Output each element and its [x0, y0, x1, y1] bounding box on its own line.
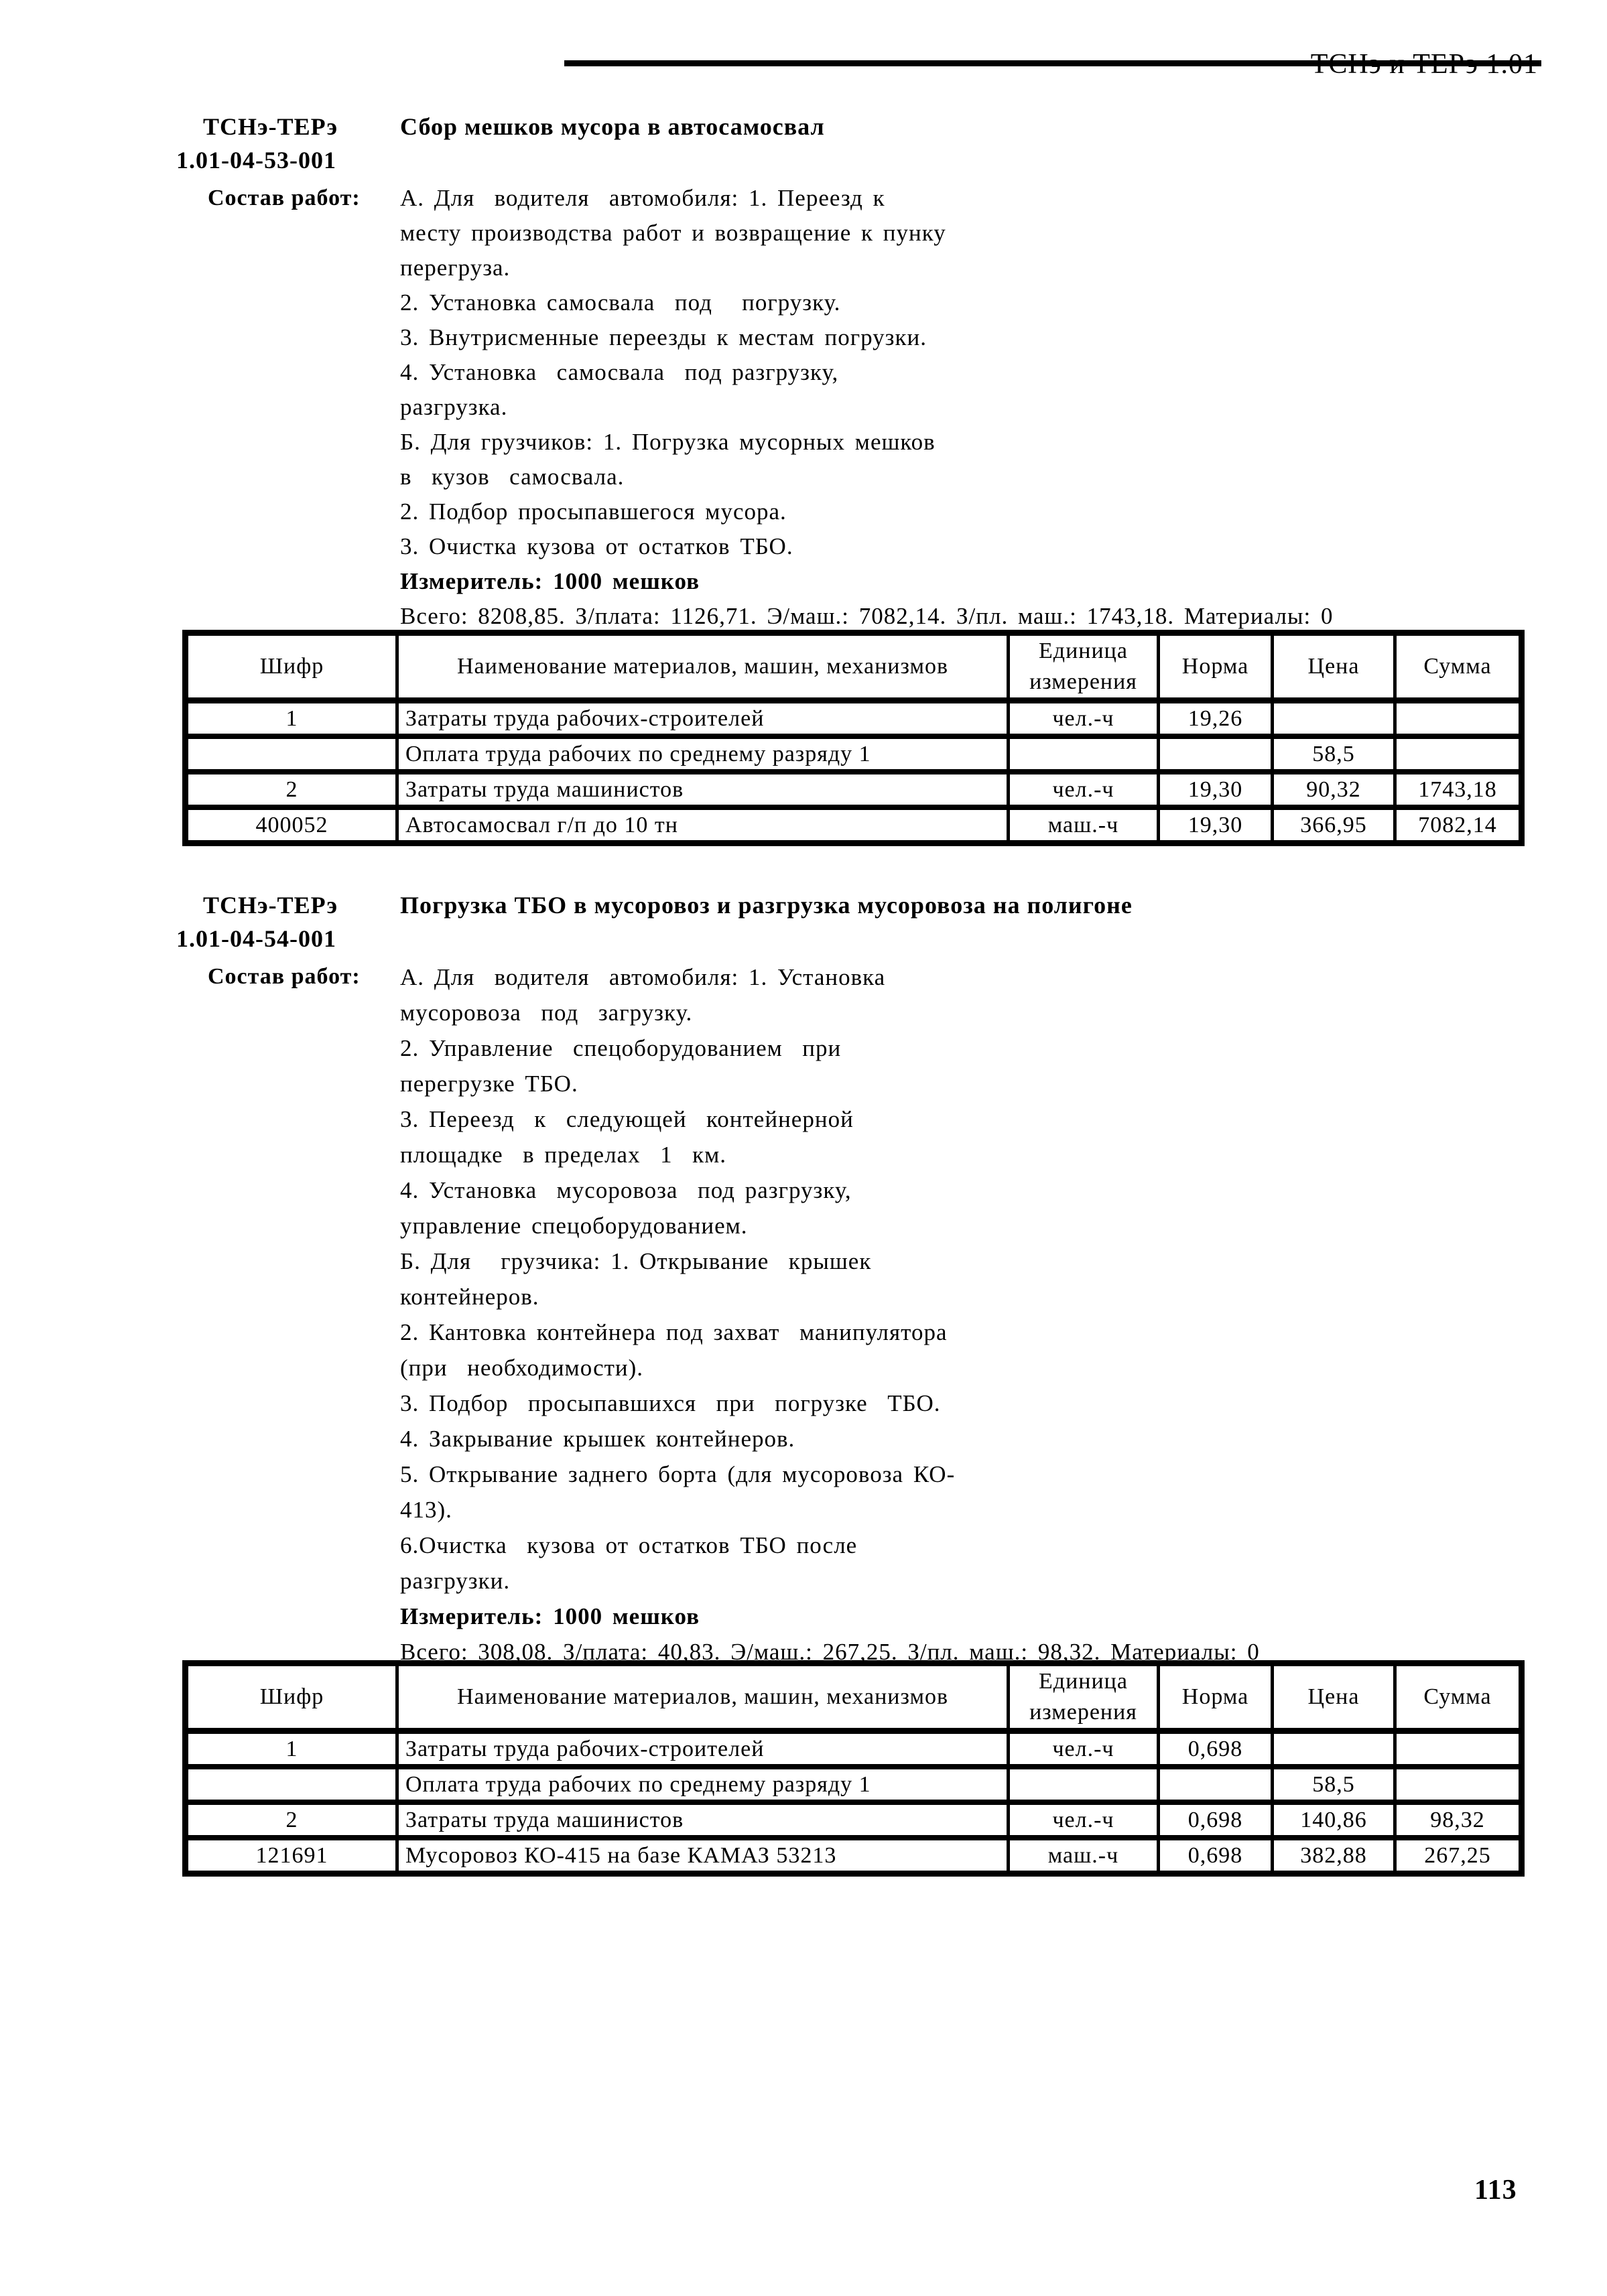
table-body	[186, 1731, 1522, 1874]
table-row	[186, 1838, 1522, 1874]
work-line: месту производства работ и возвращение к пунку	[400, 220, 946, 246]
table-cell: Оплата труда рабочих по среднему разряду 1	[397, 736, 1009, 772]
section-code: 1.01-04-54-001	[176, 925, 336, 952]
work-line: Измеритель: 1000 мешков	[400, 1603, 700, 1629]
table-cell: маш.-ч	[1009, 1838, 1159, 1874]
table-cell: чел.-ч	[1009, 701, 1159, 737]
table-cell	[1273, 701, 1395, 737]
column-header-sum: Сумма	[1395, 633, 1522, 701]
work-line: разгрузки.	[400, 1568, 511, 1594]
work-line: А. Для водителя автомобиля: 1. Переезд к	[400, 185, 885, 211]
column-header-name: Наименование материалов, машин, механизмов	[397, 1664, 1009, 1731]
table-cell: 366,95	[1273, 807, 1395, 843]
table-cell: 19,30	[1159, 772, 1273, 807]
table-row	[186, 736, 1522, 772]
work-line: 3. Очистка кузова от остатков ТБО.	[400, 533, 793, 559]
work-line: 413).	[400, 1497, 452, 1523]
table-cell: чел.-ч	[1009, 772, 1159, 807]
table-cell: 2	[186, 772, 397, 807]
table-cell	[186, 736, 397, 772]
table-cell	[1009, 1767, 1159, 1802]
table-cell: Мусоровоз КО-415 на базе КАМАЗ 53213	[397, 1838, 1009, 1874]
table-cell: 58,5	[1273, 1767, 1395, 1802]
work-line: Б. Для грузчика: 1. Открывание крышек	[400, 1248, 872, 1274]
table-cell	[1395, 736, 1522, 772]
table-cell: Затраты труда рабочих-строителей	[397, 1731, 1009, 1767]
norm-section	[0, 890, 1607, 1868]
table-cell: 121691	[186, 1838, 397, 1874]
table-cell: Автосамосвал г/п до 10 тн	[397, 807, 1009, 843]
table-row	[186, 1802, 1522, 1838]
work-line: Б. Для грузчиков: 1. Погрузка мусорных мешков	[400, 429, 936, 455]
column-header-price: Цена	[1273, 1664, 1395, 1731]
column-header-sum: Сумма	[1395, 1664, 1522, 1731]
table-cell	[1395, 1767, 1522, 1802]
column-header-price: Цена	[1273, 633, 1395, 701]
work-line: перегрузке ТБО.	[400, 1071, 578, 1097]
column-header-norm: Норма	[1159, 633, 1273, 701]
table-cell: Оплата труда рабочих по среднему разряду 1	[397, 1767, 1009, 1802]
works-composition-label: Состав работ:	[208, 186, 361, 210]
work-line: 2. Подбор просыпавшегося мусора.	[400, 498, 787, 525]
table-cell: чел.-ч	[1009, 1731, 1159, 1767]
work-line: 2. Управление спецоборудованием при	[400, 1035, 842, 1061]
table-body	[186, 701, 1522, 843]
table-cell: 7082,14	[1395, 807, 1522, 843]
table-cell	[1159, 1767, 1273, 1802]
work-line: Измеритель: 1000 мешков	[400, 568, 700, 594]
work-line: площадке в пределах 1 км.	[400, 1142, 726, 1168]
table-cell: 19,26	[1159, 701, 1273, 737]
section-code-prefix: ТСНэ-ТЕРэ	[203, 113, 338, 140]
work-line: 5. Открывание заднего борта (для мусоровоза КО-	[400, 1461, 956, 1487]
column-header-norm: Норма	[1159, 1664, 1273, 1731]
column-header-unit: Единица измерения	[1009, 633, 1159, 701]
table-cell: 0,698	[1159, 1838, 1273, 1874]
works-composition-text	[400, 181, 1333, 634]
table-cell: 19,30	[1159, 807, 1273, 843]
table-cell: 2	[186, 1802, 397, 1838]
works-composition-label: Состав работ:	[208, 964, 361, 989]
work-line: 4. Установка самосвала под разгрузку,	[400, 359, 839, 385]
cost-table	[182, 1660, 1525, 1877]
table-cell: чел.-ч	[1009, 1802, 1159, 1838]
norm-section	[0, 112, 1607, 837]
section-code-prefix: ТСНэ-ТЕРэ	[203, 892, 338, 919]
table-cell: Затраты труда рабочих-строителей	[397, 701, 1009, 737]
work-line: перегруза.	[400, 255, 511, 281]
table-cell: 400052	[186, 807, 397, 843]
table-cell	[1395, 701, 1522, 737]
works-composition-text	[400, 959, 1260, 1670]
table-cell: 382,88	[1273, 1838, 1395, 1874]
page-number: 113	[1474, 2175, 1517, 2206]
table-cell: 90,32	[1273, 772, 1395, 807]
section-title: Сбор мешков мусора в автосамосвал	[400, 113, 825, 140]
work-line: в кузов самосвала.	[400, 464, 625, 490]
work-line: мусоровоза под загрузку.	[400, 1000, 693, 1026]
table-cell	[1395, 1731, 1522, 1767]
work-line: 3. Переезд к следующей контейнерной	[400, 1106, 854, 1132]
table-row	[186, 1767, 1522, 1802]
table-cell	[1159, 736, 1273, 772]
table-cell: 98,32	[1395, 1802, 1522, 1838]
table-cell: 267,25	[1395, 1838, 1522, 1874]
table-row	[186, 701, 1522, 737]
table-cell: 140,86	[1273, 1802, 1395, 1838]
table-row	[186, 1731, 1522, 1767]
work-line: Всего: 308,08. З/плата: 40,83. Э/маш.: 267,25. З/пл. маш.: 98,32. Материалы: 0	[400, 1639, 1260, 1665]
table-header-row	[186, 633, 1522, 701]
table-cell: Затраты труда машинистов	[397, 1802, 1009, 1838]
table-cell: 58,5	[1273, 736, 1395, 772]
cost-table	[182, 630, 1525, 846]
table-cell	[1009, 736, 1159, 772]
table-cell: 0,698	[1159, 1802, 1273, 1838]
table-cell	[1273, 1731, 1395, 1767]
table-cell: 0,698	[1159, 1731, 1273, 1767]
work-line: Всего: 8208,85. З/плата: 1126,71. Э/маш.: 7082,14. З/пл. маш.: 1743,18. Материалы: 0	[400, 603, 1334, 629]
work-line: разгрузка.	[400, 394, 508, 420]
work-line: (при необходимости).	[400, 1355, 644, 1381]
table-header-row	[186, 1664, 1522, 1731]
work-line: А. Для водителя автомобиля: 1. Установка	[400, 964, 886, 990]
work-line: 3. Подбор просыпавшихся при погрузке ТБО.	[400, 1390, 941, 1416]
work-line: управление спецоборудованием.	[400, 1213, 748, 1239]
column-header-name: Наименование материалов, машин, механизмов	[397, 633, 1009, 701]
work-line: 2. Кантовка контейнера под захват манипулятора	[400, 1319, 948, 1345]
work-line: 4. Закрывание крышек контейнеров.	[400, 1426, 795, 1452]
section-code: 1.01-04-53-001	[176, 147, 336, 174]
work-line: 2. Установка самосвала под погрузку.	[400, 289, 841, 316]
column-header-unit: Единица измерения	[1009, 1664, 1159, 1731]
work-line: 6.Очистка кузова от остатков ТБО после	[400, 1532, 858, 1558]
section-title: Погрузка ТБО в мусоровоз и разгрузка мусоровоза на полигоне	[400, 892, 1133, 919]
table-cell: 1	[186, 1731, 397, 1767]
table-cell: 1	[186, 701, 397, 737]
work-line: 4. Установка мусоровоза под разгрузку,	[400, 1177, 852, 1203]
table-cell: маш.-ч	[1009, 807, 1159, 843]
header-rule	[564, 60, 1541, 66]
work-line: контейнеров.	[400, 1284, 539, 1310]
column-header-code: Шифр	[186, 633, 397, 701]
column-header-code: Шифр	[186, 1664, 397, 1731]
work-line: 3. Внутрисменные переезды к местам погрузки.	[400, 324, 927, 350]
table-row	[186, 807, 1522, 843]
table-cell	[186, 1767, 397, 1802]
table-cell: 1743,18	[1395, 772, 1522, 807]
table-cell: Затраты труда машинистов	[397, 772, 1009, 807]
table-row	[186, 772, 1522, 807]
